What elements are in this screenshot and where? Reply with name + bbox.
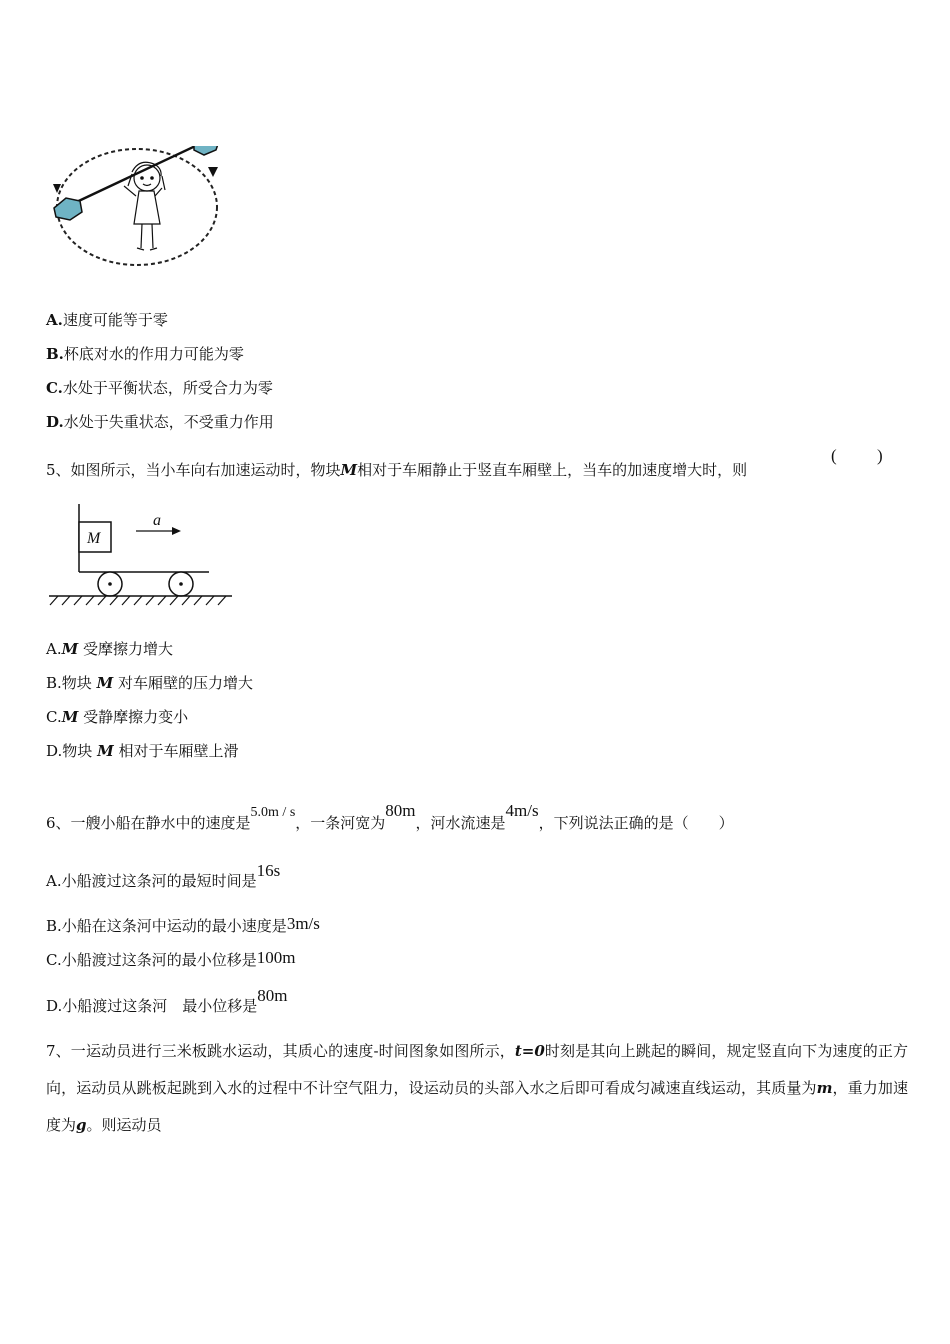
option-text: 水处于失重状态，不受重力作用 [63,413,274,431]
option-text: 水处于平衡状态，所受合力为零 [62,379,273,397]
q6-option-d[interactable]: D.小船渡过这条河 最小位移是80m [46,986,288,1015]
q5-option-d[interactable]: D.物块 M 相对于车厢壁上滑 [46,742,239,760]
q6-stem: 6、一艘小船在静水中的速度是5.0m / s，一条河宽为80m，河水流速是4m/s，下列说法正确的是（ ） [46,801,734,832]
q7-stem: 7、一运动员进行三米板跳水运动，其质心的速度-时间图象如图所示，t=0时刻是其向上跳起的瞬间，规定竖直向下为速度的正方向，运动员从跳板起跳到入水的过程中不计空气阻力，设运动员的头部入水之后即可看成匀减速直线运动，其质量为m，重力加速度为g。则运动员 [46,1042,908,1134]
girl-drawing [124,162,165,250]
q5-stem: 5、如图所示，当小车向右加速运动时，物块M相对于车厢静止于竖直车厢壁上，当车的加速度增大时，则 [46,461,748,479]
option-letter: A. [46,311,63,329]
q6-option-a[interactable]: A.小船渡过这条河的最短时间是16s [46,861,281,890]
option-letter: D. [46,413,64,431]
q4-option-d[interactable] [46,412,274,432]
block-m-label: M [87,530,101,547]
cart-figure [44,504,236,608]
boat-speed: 5.0m / s [250,805,296,820]
q4-option-c[interactable] [46,378,273,398]
cup-right [194,146,220,155]
option-text: 速度可能等于零 [62,311,168,329]
var-t0: t=0 [514,1042,545,1060]
circular-motion-figure [44,146,229,274]
var-g: g [76,1116,87,1134]
rope-line [68,146,206,206]
arrow-head-icon [172,527,181,535]
direction-arrow-down-icon [208,167,218,177]
accel-label: a [153,512,161,529]
var-m: M [340,461,358,479]
q6-option-c[interactable]: C.小船渡过这条河的最小位移是100m [46,948,296,969]
q4-option-b[interactable] [46,344,244,364]
var-m-mass: m [816,1079,833,1097]
answer-paren-close: ) [877,446,883,465]
option-letter: B. [46,345,64,363]
option-letter: C. [46,379,63,397]
q4-option-a[interactable] [46,310,168,330]
q6-option-b[interactable]: B.小船在这条河中运动的最小速度是3m/s [46,914,320,935]
river-speed: 4m/s [505,801,539,820]
ground-hatching [50,596,226,605]
q5-option-b[interactable]: B.物块 M 对车厢壁的压力增大 [46,674,253,692]
answer-paren-open: ( [831,446,837,465]
q5-option-a[interactable]: A.M 受摩擦力增大 [46,640,174,658]
option-text: 杯底对水的作用力可能为零 [63,345,244,363]
q5-option-c[interactable]: C.M 受静摩擦力变小 [46,708,189,726]
river-width: 80m [385,801,416,820]
cup-left [54,198,82,220]
